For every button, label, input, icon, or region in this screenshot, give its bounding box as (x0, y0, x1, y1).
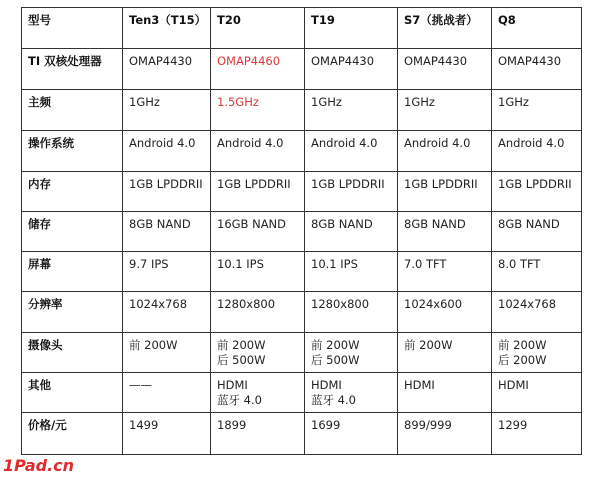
cell-q8 (492, 333, 582, 373)
cell-line: 前 200W (129, 338, 178, 352)
cell-q8 (492, 252, 582, 292)
cell-line: 9.7 IPS (129, 257, 169, 271)
cell-t19 (305, 252, 398, 292)
cell-line: 1GB LPDDRII (217, 177, 291, 191)
cell-line: —— (129, 378, 152, 392)
cell-line: 1GHz (311, 95, 342, 109)
cell-s7 (398, 90, 492, 131)
cell-line: OMAP4460 (217, 54, 281, 68)
site-watermark: 1Pad.cn (3, 456, 75, 475)
row-label: 价格/元 (22, 413, 123, 455)
cell-line: 8GB NAND (404, 217, 466, 231)
header-cell-q8: Q8 (492, 8, 582, 49)
cell-q8 (492, 131, 582, 172)
cell-t20 (211, 172, 305, 212)
table-row (22, 172, 582, 212)
cell-s7 (398, 49, 492, 90)
cell-t19 (305, 172, 398, 212)
row-label: 摄像头 (22, 333, 123, 373)
row-label: 分辨率 (22, 292, 123, 333)
cell-t20 (211, 373, 305, 413)
cell-line: 1499 (129, 418, 159, 432)
cell-q8 (492, 212, 582, 252)
table-row (22, 252, 582, 292)
cell-line: 10.1 IPS (217, 257, 264, 271)
cell-t20 (211, 413, 305, 455)
table-row (22, 90, 582, 131)
row-label: 操作系统 (22, 131, 123, 172)
cell-line: 1280x800 (311, 297, 370, 311)
cell-line: 1280x800 (217, 297, 276, 311)
cell-q8 (492, 90, 582, 131)
cell-line: 8GB NAND (129, 217, 191, 231)
cell-s7 (398, 413, 492, 455)
cell-line: Android 4.0 (129, 136, 196, 150)
cell-line: 蓝牙 4.0 (217, 393, 262, 407)
cell-line: 1GB LPDDRII (404, 177, 478, 191)
cell-line: 前 200W (217, 338, 266, 352)
cell-line: 1GB LPDDRII (498, 177, 572, 191)
cell-line: OMAP4430 (498, 54, 562, 68)
cell-line: HDMI (404, 378, 435, 392)
cell-line: 后 500W (311, 353, 360, 367)
table-row (22, 373, 582, 413)
table-row (22, 333, 582, 373)
cell-s7 (398, 333, 492, 373)
cell-s7 (398, 292, 492, 333)
cell-line: 前 200W (311, 338, 360, 352)
cell-line: OMAP4430 (311, 54, 375, 68)
cell-q8 (492, 49, 582, 90)
cell-ten3 (123, 49, 211, 90)
table-row (22, 413, 582, 455)
spec-table (21, 7, 582, 455)
cell-line: HDMI (311, 378, 342, 392)
row-label: TI 双核处理器 (22, 49, 123, 90)
cell-t20 (211, 49, 305, 90)
cell-line: 16GB NAND (217, 217, 287, 231)
cell-ten3 (123, 131, 211, 172)
cell-line: 8GB NAND (498, 217, 560, 231)
cell-q8 (492, 292, 582, 333)
row-label: 内存 (22, 172, 123, 212)
cell-t20 (211, 252, 305, 292)
cell-line: 8GB NAND (311, 217, 373, 231)
cell-line: 1GB LPDDRII (311, 177, 385, 191)
cell-line: 899/999 (404, 418, 452, 432)
cell-q8 (492, 172, 582, 212)
row-label: 主频 (22, 90, 123, 131)
cell-s7 (398, 373, 492, 413)
cell-line: 8.0 TFT (498, 257, 541, 271)
table-row (22, 131, 582, 172)
cell-t19 (305, 373, 398, 413)
cell-t19 (305, 49, 398, 90)
cell-ten3 (123, 252, 211, 292)
cell-ten3 (123, 90, 211, 131)
cell-line: 1GHz (129, 95, 160, 109)
cell-line: Android 4.0 (404, 136, 471, 150)
cell-line: HDMI (498, 378, 529, 392)
cell-line: HDMI (217, 378, 248, 392)
cell-line: 蓝牙 4.0 (311, 393, 356, 407)
cell-t19 (305, 292, 398, 333)
header-cell-t20: T20 (211, 8, 305, 49)
row-label: 储存 (22, 212, 123, 252)
header-cell-s7: S7（挑战者） (398, 8, 492, 49)
cell-ten3 (123, 333, 211, 373)
cell-t19 (305, 131, 398, 172)
cell-line: 1699 (311, 418, 341, 432)
cell-line: Android 4.0 (217, 136, 284, 150)
cell-line: Android 4.0 (498, 136, 565, 150)
cell-t20 (211, 90, 305, 131)
cell-s7 (398, 131, 492, 172)
table-row (22, 49, 582, 90)
cell-line: 1299 (498, 418, 528, 432)
cell-t20 (211, 212, 305, 252)
cell-t19 (305, 212, 398, 252)
header-cell-ten3: Ten3（T15） (123, 8, 211, 49)
cell-line: 7.0 TFT (404, 257, 447, 271)
cell-line: 1024x600 (404, 297, 463, 311)
cell-line: Android 4.0 (311, 136, 378, 150)
cell-t19 (305, 90, 398, 131)
cell-s7 (398, 252, 492, 292)
table-row (22, 292, 582, 333)
cell-ten3 (123, 172, 211, 212)
header-cell-t19: T19 (305, 8, 398, 49)
header-cell-model: 型号 (22, 8, 123, 49)
cell-line: OMAP4430 (404, 54, 468, 68)
table-row (22, 212, 582, 252)
cell-line: 1GHz (498, 95, 529, 109)
cell-line: 1024x768 (498, 297, 557, 311)
cell-line: 前 200W (404, 338, 453, 352)
cell-line: OMAP4430 (129, 54, 193, 68)
cell-ten3 (123, 292, 211, 333)
cell-line: 后 500W (217, 353, 266, 367)
row-label: 屏幕 (22, 252, 123, 292)
cell-ten3 (123, 373, 211, 413)
cell-line: 1024x768 (129, 297, 188, 311)
cell-t20 (211, 292, 305, 333)
cell-q8 (492, 373, 582, 413)
table-header-row (22, 8, 582, 49)
cell-s7 (398, 172, 492, 212)
cell-t19 (305, 333, 398, 373)
cell-line: 1GHz (404, 95, 435, 109)
cell-ten3 (123, 212, 211, 252)
cell-t20 (211, 131, 305, 172)
spec-table-body (22, 8, 582, 455)
cell-t19 (305, 413, 398, 455)
row-label: 其他 (22, 373, 123, 413)
cell-line: 1GB LPDDRII (129, 177, 203, 191)
cell-t20 (211, 333, 305, 373)
cell-q8 (492, 413, 582, 455)
cell-line: 前 200W (498, 338, 547, 352)
cell-line: 10.1 IPS (311, 257, 358, 271)
cell-line: 1899 (217, 418, 247, 432)
cell-line: 后 200W (498, 353, 547, 367)
cell-line: 1.5GHz (217, 95, 259, 109)
cell-ten3 (123, 413, 211, 455)
cell-s7 (398, 212, 492, 252)
